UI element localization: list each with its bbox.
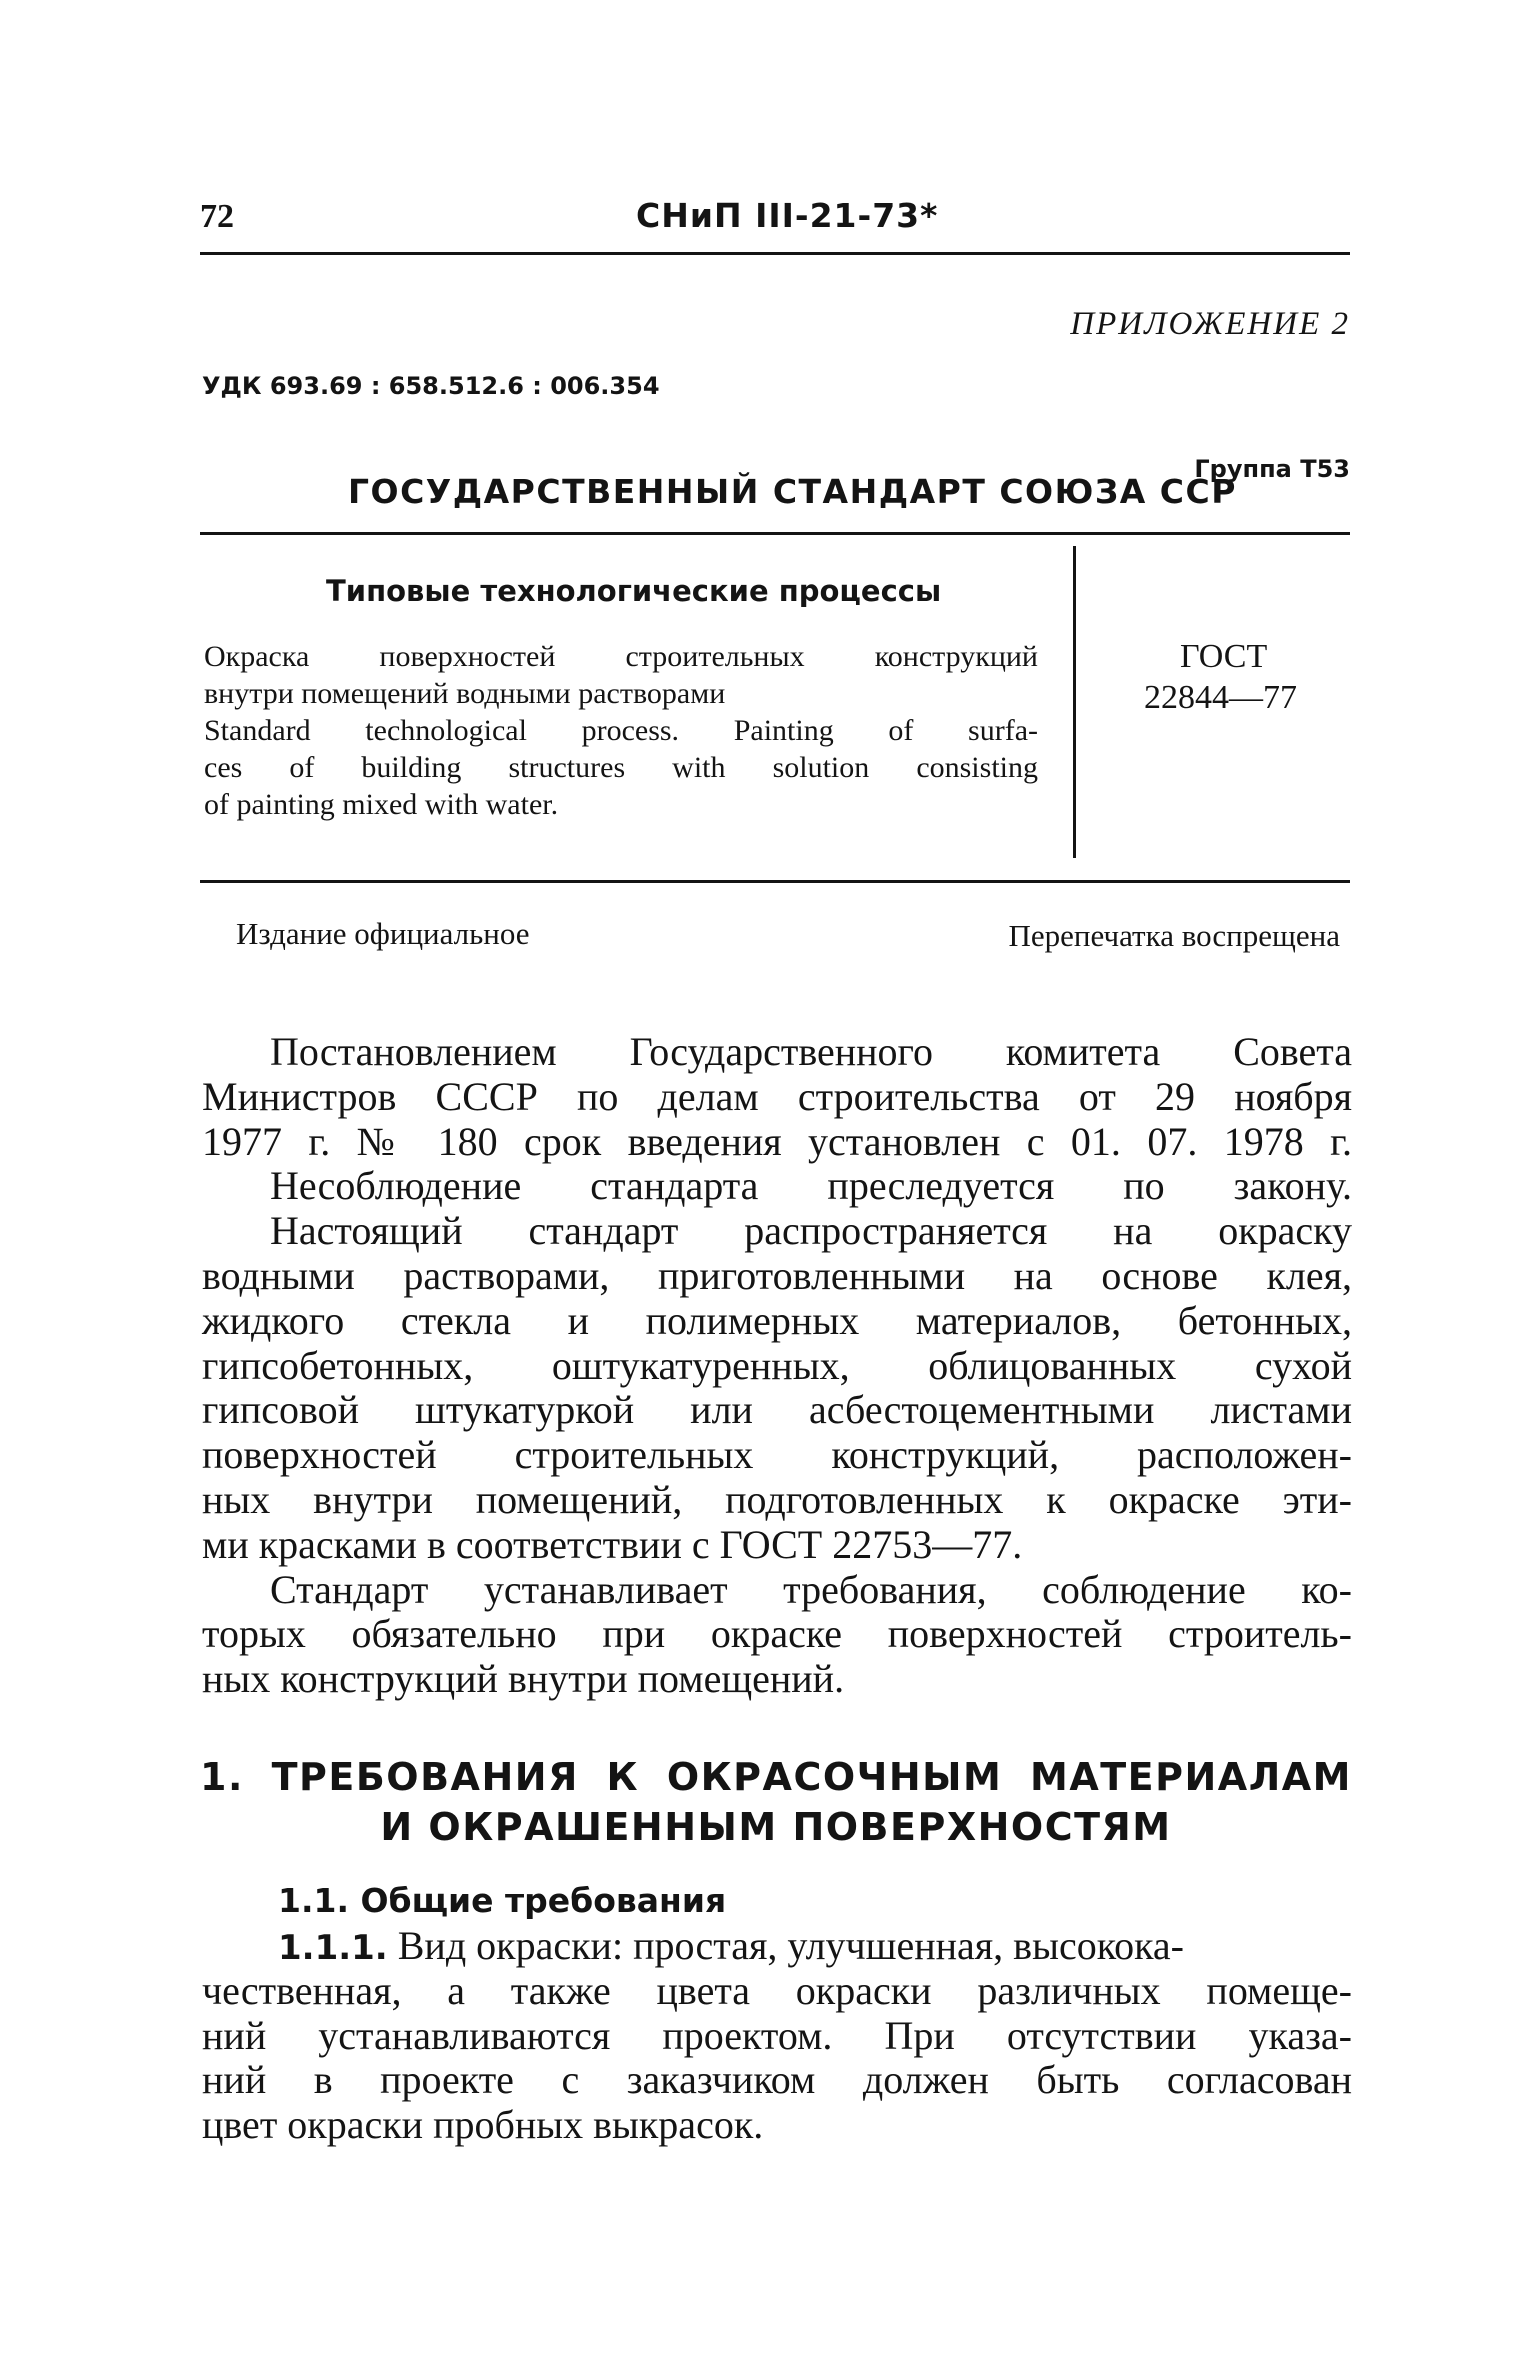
running-head: СНиП III-21-73*: [636, 196, 939, 235]
standard-heading: Типовые технологические процессы: [326, 574, 942, 608]
standard-title-ru: [204, 638, 1038, 712]
reprint-note: Перепечатка воспрещена: [1008, 918, 1340, 953]
body-line: ми красками в соответствии с ГОСТ 22753—77.: [202, 1521, 1023, 1567]
body-line: ных внутри помещений, подготовленных к окраске эти-: [202, 1476, 1352, 1522]
body-line: Настоящий стандарт распространяется на окраску: [270, 1208, 1352, 1254]
clause-first-line: [202, 1924, 1352, 1969]
body-line: гипсовой штукатуркой или асбестоцементными листами: [202, 1387, 1352, 1433]
box-bottom-rule: [200, 880, 1350, 883]
title-en-line: of painting mixed with water.: [204, 788, 559, 821]
clause-text: [202, 1924, 1352, 2148]
intro-text: [202, 1030, 1352, 1702]
clause-line: ний в проекте с заказчиком должен быть согласован: [202, 2057, 1352, 2103]
page-number: 72: [200, 198, 234, 235]
standard-title-en: [204, 712, 1038, 823]
body-line: жидкого стекла и полимерных материалов, бетонных,: [202, 1297, 1352, 1343]
gost-number: 22844—77: [1144, 679, 1297, 716]
clause-number: 1.1.1.: [278, 1928, 388, 1968]
gost-label: ГОСТ: [1180, 638, 1268, 675]
body-line: 1977 г. № 180 срок введения установлен с 01. 07. 1978 г.: [202, 1118, 1352, 1164]
title-en-line: ces of building structures with solution consisting: [204, 751, 1038, 784]
section-title-line: И ОКРАШЕННЫМ ПОВЕРХНОСТЯМ: [380, 1805, 1172, 1849]
body-line: Несоблюдение стандарта преследуется по закону.: [270, 1163, 1352, 1209]
body-line: водными растворами, приготовленными на основе клея,: [202, 1252, 1352, 1298]
title-ru-line: внутри помещений водными растворами: [204, 677, 726, 710]
title-ru-line: Окраска поверхностей строительных конструкций: [204, 640, 1038, 673]
body-line: Стандарт устанавливает требования, соблюдение ко-: [270, 1566, 1352, 1612]
body-line: поверхностей строительных конструкций, расположен-: [202, 1432, 1352, 1478]
box-top-rule: [200, 532, 1350, 535]
box-vertical-rule: [1073, 546, 1076, 858]
appendix-label: ПРИЛОЖЕНИЕ 2: [1070, 306, 1350, 342]
body-line: гипсобетонных, оштукатуренных, облицованных сухой: [202, 1342, 1352, 1388]
group-code: Группа Т53: [1194, 455, 1350, 483]
udk-code: УДК 693.69 : 658.512.6 : 006.354: [202, 372, 660, 400]
header-rule: [200, 252, 1350, 255]
title-en-line: Standard technological process. Painting of surfa-: [204, 714, 1038, 747]
section-title: [200, 1752, 1352, 1852]
section-title-line: 1. ТРЕБОВАНИЯ К ОКРАСОЧНЫМ МАТЕРИАЛАМ: [200, 1755, 1352, 1799]
body-line: ных конструкций внутри помещений.: [202, 1656, 845, 1702]
clause-line: цвет окраски пробных выкрасок.: [202, 2102, 764, 2148]
body-line: Постановлением Государственного комитета Совета: [270, 1029, 1352, 1074]
body-line: торых обязательно при окраске поверхностей строитель-: [202, 1611, 1352, 1657]
subsection-title: 1.1. Общие требования: [278, 1881, 727, 1920]
body-line: Министров СССР по делам строительства от 29 ноября: [202, 1073, 1352, 1119]
clause-line: чественная, а также цвета окраски различных помеще-: [202, 1967, 1352, 2013]
clause-line: Вид окраски: простая, улучшенная, высокока-: [397, 1923, 1185, 1968]
clause-line: ний устанавливаются проектом. При отсутствии указа-: [202, 2012, 1352, 2058]
edition-note: Издание официальное: [236, 916, 530, 951]
org-title: ГОСУДАРСТВЕННЫЙ СТАНДАРТ СОЮЗА ССР: [348, 472, 1237, 511]
